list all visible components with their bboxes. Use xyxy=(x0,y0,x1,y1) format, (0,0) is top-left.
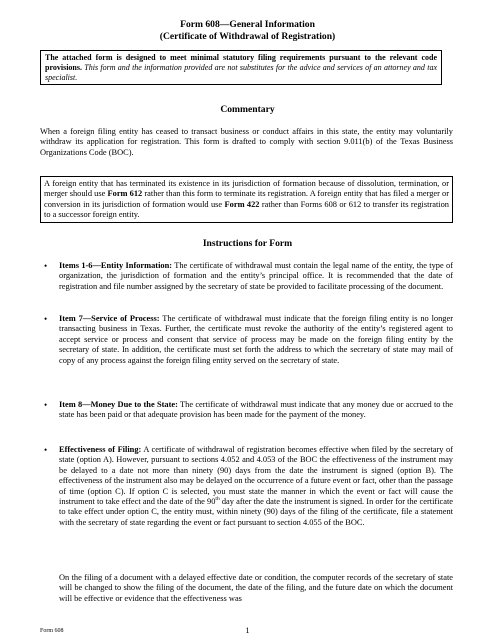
disclaimer-bold-text: The attached form is designed to meet minimal statutory filing requirements pursuant to the relevant code provisions. xyxy=(45,53,437,73)
termination-text-1: A foreign entity that has terminated its existence in its jurisdiction of formation because of dissolution, termination, or merger should use xyxy=(44,179,449,199)
disclaimer-italic-text: This form and the information provided are not substitutes for the advice and services of an attorney and tax specialist. xyxy=(45,63,437,83)
termination-text-2: rather than this form to terminate its registration. A foreign entity that has filed a merger or conversion in its jurisdiction of formation would use xyxy=(44,189,450,209)
form-title: Form 608—General Information xyxy=(180,19,315,30)
bullet-icon: • xyxy=(44,314,48,324)
instruction-item-entity-info xyxy=(59,261,453,292)
instructions-heading: Instructions for Form xyxy=(202,238,293,249)
commentary-heading: Commentary xyxy=(220,104,275,115)
instruction-item-text-b: day after the date the instrument is signed. In order for the certificate to take effect under option C, the entity must, within ninety (90) days of the filing of the certificate, file a statement with the secretary of state regarding the event or fact pursuant to section 4.055 of the BOC. xyxy=(59,497,454,527)
form-612-reference: Form 612 xyxy=(107,189,143,199)
instruction-item-title: Item 7—Service of Process: xyxy=(59,314,160,323)
instruction-item-text: The certificate of withdrawal must indicate that any money due or accrued to the state has been paid or that adequate provision has been made for the payment of the money. xyxy=(59,400,453,420)
effectiveness-continuation-paragraph: On the filing of a document with a delayed effective date or condition, the computer records of the secretary of state will be changed to show the filing of the document, the date of the filing, and the future date on which the document will be effective or evidence that the effectiveness was xyxy=(59,573,453,603)
instruction-item-title: Items 1-6—Entity Information: xyxy=(59,261,173,270)
bullet-icon: • xyxy=(44,445,48,455)
instruction-item-service-of-process xyxy=(59,314,453,366)
instruction-item-money-due xyxy=(59,400,453,421)
bullet-icon: • xyxy=(44,400,48,410)
termination-notice-box xyxy=(40,176,453,223)
instruction-item-title: Item 8—Money Due to the State: xyxy=(59,400,178,409)
form-422-reference: Form 422 xyxy=(224,199,260,209)
instruction-item-effectiveness xyxy=(59,445,453,528)
instruction-item-text-a: A certificate of withdrawal of registration becomes effective when filed by the secretary of state (option A). However, pursuant to sections 4.052 and 4.053 of the BOC the effectiveness of the instrument may be delayed to a date not more than ninety (90) days from the date the instrument is signed (option B). The effectiveness of the instrument also may be delayed on the occurrence of a future event or fact, other than the passage of time (option C). If option C is selected, you must state the manner in which the event or fact will cause the instrument to take effect and the date of the 90 xyxy=(59,445,454,507)
commentary-paragraph: When a foreign filing entity has ceased to transact business or conduct affairs in this state, the entity may voluntarily withdraw its application for registration. This form is drafted to comply with section 9.011(b) of the Texas Business Organizations Code (BOC). xyxy=(40,127,453,157)
form-subtitle: (Certificate of Withdrawal of Registration) xyxy=(159,31,336,42)
page-number: 1 xyxy=(245,626,250,635)
bullet-icon: • xyxy=(44,261,48,271)
disclaimer-box xyxy=(40,50,442,85)
instruction-item-text: The certificate of withdrawal must indicate that the foreign filing entity is no longer transacting business in Texas. Further, the certificate must revoke the authority of the entity’s registered agent to accept service or process and consent that service of process may be made on the foreign filing entity by the secretary of state. In addition, the certificate must set forth the address to which the secretary of state may mail of copy of any process against the foreign filing entity served on the secretary of state. xyxy=(59,314,453,365)
instruction-item-text: The certificate of withdrawal must contain the legal name of the entity, the type of organization, the jurisdiction of formation and the entity’s principal office. It is recommended that the date of registration and file number assigned by the secretary of state be provided to facilitate processing of the document. xyxy=(59,261,454,291)
ordinal-suffix: th xyxy=(215,496,220,503)
footer-form-label: Form 608 xyxy=(40,628,64,634)
termination-text-3: rather than Forms 608 or 612 to transfer its registration to a successor foreign entity. xyxy=(44,199,449,220)
instruction-item-title: Effectiveness of Filing: xyxy=(59,445,142,454)
